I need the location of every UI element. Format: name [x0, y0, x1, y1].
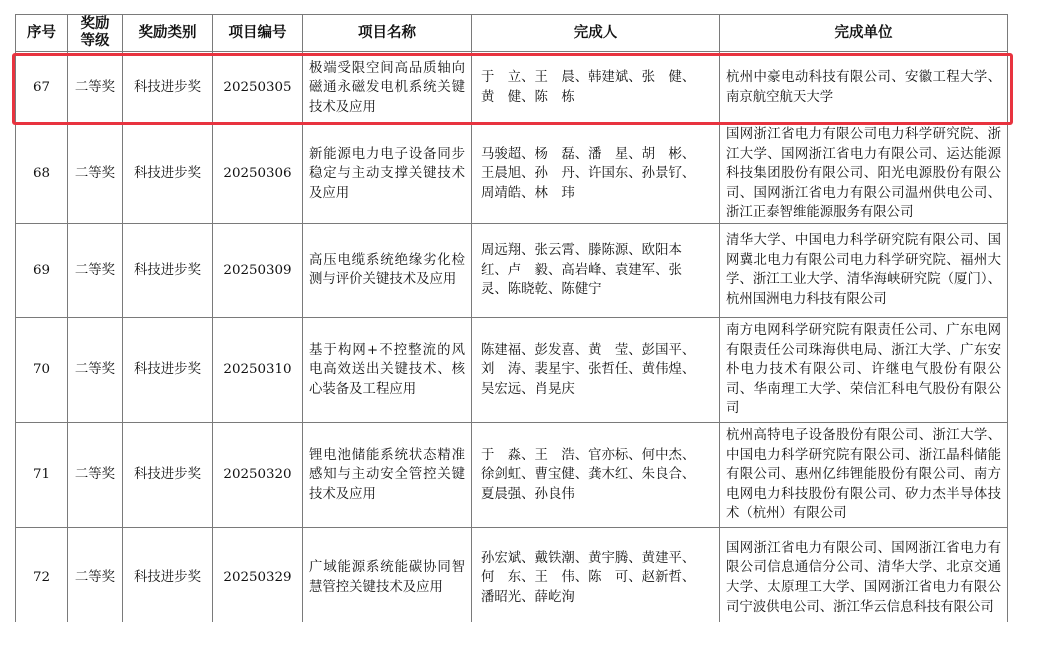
completer-line: 刘 涛、裴星宇、张哲任、黄伟煌、 — [481, 362, 696, 378]
grade-cell: 二等奖 — [68, 125, 123, 224]
category-cell: 科技进步奖 — [123, 527, 213, 628]
project-no-cell: 20250309 — [213, 223, 303, 317]
table-row — [16, 527, 1008, 628]
completers-cell — [472, 422, 720, 527]
category-cell: 科技进步奖 — [123, 317, 213, 422]
completer-line: 周靖皓、林 玮 — [481, 185, 575, 201]
header-seq: 序号 — [16, 15, 68, 52]
units-cell: 杭州中豪电动科技有限公司、安徽工程大学、南京航空航天大学 — [720, 52, 1008, 125]
completer-line: 周远翔、张云霄、滕陈源、欧阳本 — [481, 243, 682, 259]
completer-line: 徐剑虹、曹宝健、龚木红、朱良合、 — [481, 467, 696, 483]
page-cutoff — [0, 622, 1039, 648]
header-grade: 奖励等级 — [68, 15, 123, 52]
completer-line: 孙宏斌、戴铁潮、黄宇腾、黄建平、 — [481, 550, 696, 566]
award-table — [15, 14, 1008, 629]
project-no-cell: 20250310 — [213, 317, 303, 422]
completer-line: 黄 健、陈 栋 — [481, 90, 575, 105]
grade-cell: 二等奖 — [68, 317, 123, 422]
seq-cell: 67 — [16, 52, 68, 125]
table-row — [16, 52, 1008, 125]
category-cell: 科技进步奖 — [123, 125, 213, 224]
category-cell: 科技进步奖 — [123, 52, 213, 125]
category-cell: 科技进步奖 — [123, 223, 213, 317]
completer-line: 何 东、王 伟、陈 可、赵新哲、 — [481, 570, 696, 586]
completer-line: 潘昭光、薛屹洵 — [481, 589, 575, 605]
table-header-row — [16, 15, 1008, 52]
completers-cell — [472, 527, 720, 628]
seq-cell: 68 — [16, 125, 68, 224]
completers-cell — [472, 317, 720, 422]
seq-cell: 71 — [16, 422, 68, 527]
completer-line: 于 淼、王 浩、官亦标、何中杰、 — [481, 447, 696, 463]
table-row — [16, 317, 1008, 422]
completers-cell — [472, 52, 720, 125]
project-no-cell: 20250306 — [213, 125, 303, 224]
grade-cell: 二等奖 — [68, 52, 123, 125]
header-project-no: 项目编号 — [213, 15, 303, 52]
seq-cell: 69 — [16, 223, 68, 317]
grade-cell: 二等奖 — [68, 223, 123, 317]
category-cell: 科技进步奖 — [123, 422, 213, 527]
header-units: 完成单位 — [720, 15, 1008, 52]
project-name-cell: 新能源电力电子设备同步稳定与主动支撑关键技术及应用 — [303, 125, 472, 224]
project-no-cell: 20250320 — [213, 422, 303, 527]
grade-cell: 二等奖 — [68, 527, 123, 628]
completers-cell — [472, 223, 720, 317]
units-cell: 国网浙江省电力有限公司电力科学研究院、浙江大学、国网浙江省电力有限公司、运达能源科技集团股份有限公司、阳光电源股份有限公司、国网浙江省电力有限公司温州供电公司、浙江正泰智维能源服务有限公司 — [720, 125, 1008, 224]
grade-cell: 二等奖 — [68, 422, 123, 527]
completer-line: 王晨旭、孙 丹、许国东、孙景钌、 — [481, 166, 696, 182]
table-row — [16, 223, 1008, 317]
header-completers: 完成人 — [472, 15, 720, 52]
project-name-cell: 高压电缆系统绝缘劣化检测与评价关键技术及应用 — [303, 223, 472, 317]
units-cell: 南方电网科学研究院有限责任公司、广东电网有限责任公司珠海供电局、浙江大学、广东安朴电力技术有限公司、许继电气股份有限公司、华南理工大学、荣信汇科电气股份有限公司 — [720, 317, 1008, 422]
project-name-cell: 锂电池储能系统状态精准感知与主动安全管控关键技术及应用 — [303, 422, 472, 527]
seq-cell: 72 — [16, 527, 68, 628]
award-table-container — [15, 14, 1008, 629]
completer-line: 陈建福、彭发喜、黄 莹、彭国平、 — [481, 342, 696, 358]
project-no-cell: 20250329 — [213, 527, 303, 628]
completer-line: 于 立、王 晨、韩建斌、张 健、 — [481, 70, 696, 86]
completer-line: 夏晨强、孙良伟 — [481, 486, 575, 502]
completer-line: 灵、陈晓乾、陈健宁 — [481, 282, 602, 298]
project-no-cell: 20250305 — [213, 52, 303, 125]
header-project-name: 项目名称 — [303, 15, 472, 52]
completer-line: 吴宏远、肖晃庆 — [481, 381, 575, 397]
seq-cell: 70 — [16, 317, 68, 422]
units-cell: 清华大学、中国电力科学研究院有限公司、国网冀北电力有限公司电力科学研究院、福州大学、浙江工业大学、清华海峡研究院（厦门）、杭州国洲电力科技有限公司 — [720, 223, 1008, 317]
units-cell: 国网浙江省电力有限公司、国网浙江省电力有限公司信息通信分公司、清华大学、北京交通大学、太原理工大学、国网浙江省电力有限公司宁波供电公司、浙江华云信息科技有限公司 — [720, 527, 1008, 628]
completer-line: 红、卢 毅、高岩峰、袁建军、张 — [481, 262, 682, 278]
project-name-cell: 极端受限空间高品质轴向磁通永磁发电机系统关键技术及应用 — [303, 52, 472, 125]
project-name-cell: 基于构网+不控整流的风电高效送出关键技术、核心装备及工程应用 — [303, 317, 472, 422]
project-name-cell: 广域能源系统能碳协同智慧管控关键技术及应用 — [303, 527, 472, 628]
table-row — [16, 125, 1008, 224]
header-category: 奖励类别 — [123, 15, 213, 52]
completers-cell — [472, 125, 720, 224]
table-row — [16, 422, 1008, 527]
units-cell: 杭州高特电子设备股份有限公司、浙江大学、中国电力科学研究院有限公司、浙江晶科储能有限公司、惠州亿纬锂能股份有限公司、南方电网电力科技股份有限公司、矽力杰半导体技术（杭州）有限公司 — [720, 422, 1008, 527]
completer-line: 马骏超、杨 磊、潘 星、胡 彬、 — [481, 146, 696, 162]
